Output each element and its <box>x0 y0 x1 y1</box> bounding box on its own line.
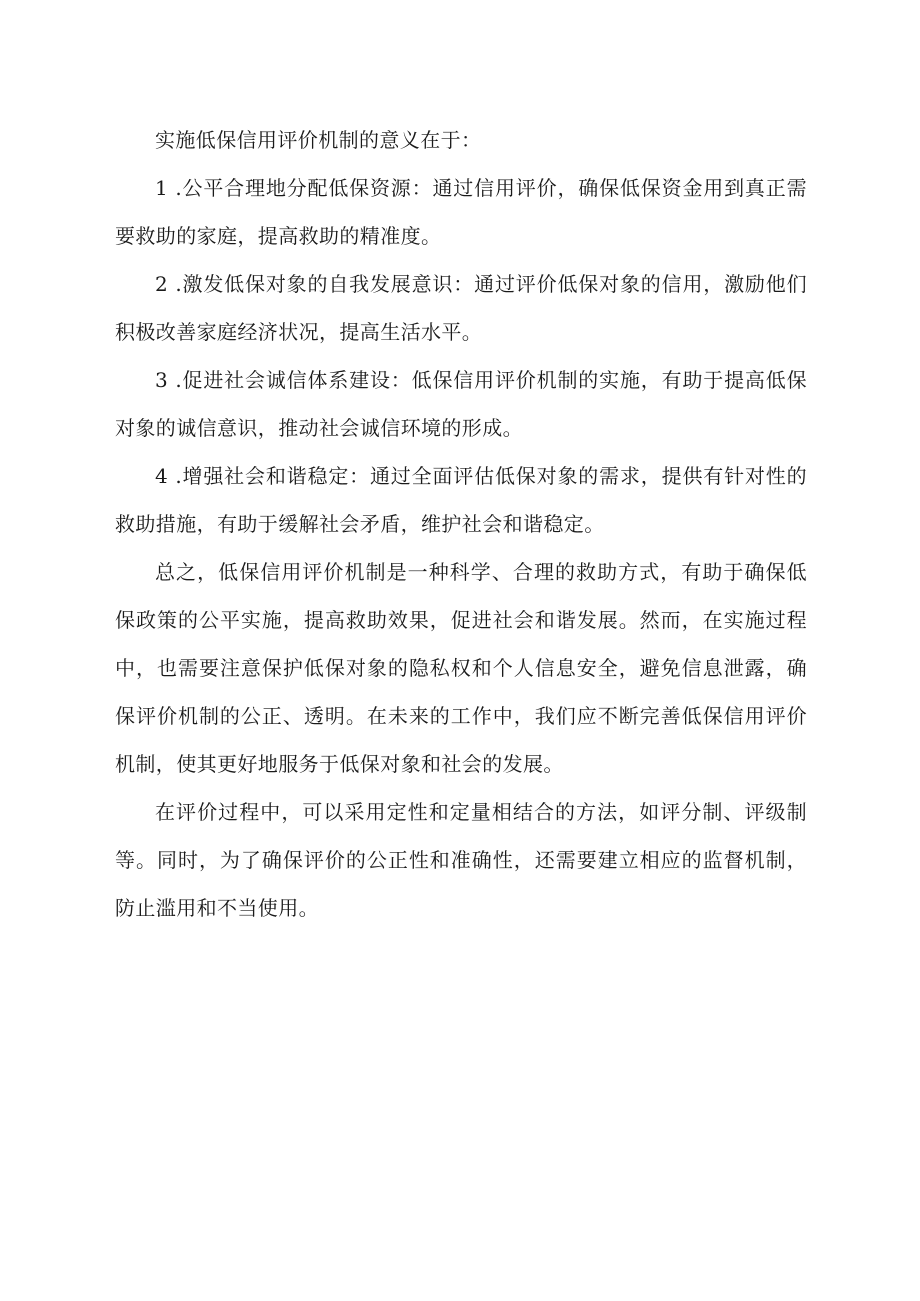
method-paragraph: 在评价过程中，可以采用定性和定量相结合的方法，如评分制、评级制等。同时，为了确保评价的公正性和准确性，还需要建立相应的监督机制，防止滥用和不当使用。 <box>115 800 807 920</box>
point-2-paragraph: 2 .激发低保对象的自我发展意识：通过评价低保对象的信用，激励他们积极改善家庭经济状况，提高生活水平。 <box>115 272 807 344</box>
point-1-paragraph: 1 .公平合理地分配低保资源：通过信用评价，确保低保资金用到真正需要救助的家庭，提高救助的精准度。 <box>115 176 807 248</box>
intro-paragraph: 实施低保信用评价机制的意义在于： <box>155 128 482 152</box>
point-4-paragraph: 4 .增强社会和谐稳定：通过全面评估低保对象的需求，提供有针对性的救助措施，有助于缓解社会矛盾，维护社会和谐稳定。 <box>115 464 807 536</box>
point-3-paragraph: 3 .促进社会诚信体系建设：低保信用评价机制的实施，有助于提高低保对象的诚信意识，推动社会诚信环境的形成。 <box>115 368 807 440</box>
document-body <box>115 116 807 932</box>
summary-paragraph: 总之，低保信用评价机制是一种科学、合理的救助方式，有助于确保低保政策的公平实施，提高救助效果，促进社会和谐发展。然而，在实施过程中，也需要注意保护低保对象的隐私权和个人信息安全，避免信息泄露，确保评价机制的公正、透明。在未来的工作中，我们应不断完善低保信用评价机制，使其更好地服务于低保对象和社会的发展。 <box>115 560 807 776</box>
